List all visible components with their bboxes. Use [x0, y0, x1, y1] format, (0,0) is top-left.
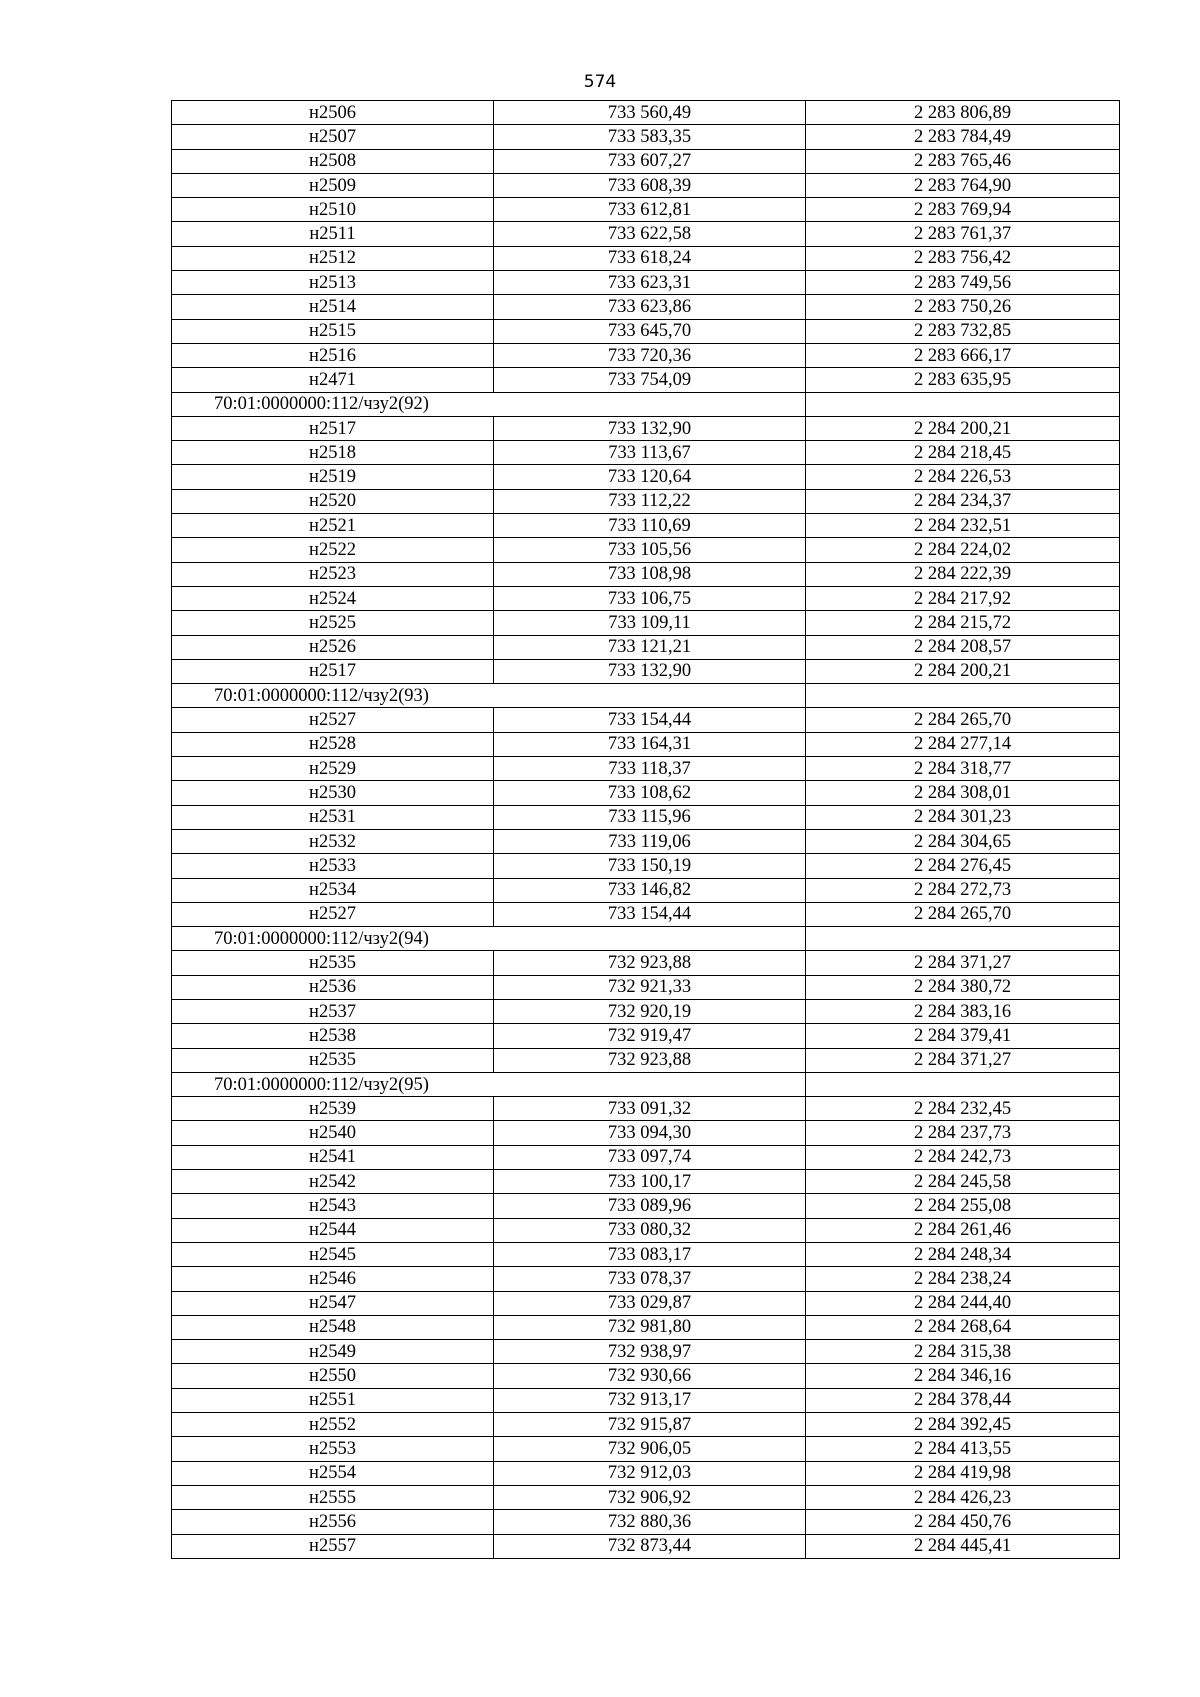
point-name-cell: н2557 [172, 1534, 494, 1558]
section-row [172, 927, 1120, 951]
x-coordinate-cell: 732 912,03 [494, 1461, 806, 1485]
point-name-cell: н2539 [172, 1097, 494, 1121]
section-label: 70:01:0000000:112/чзу2(93) [172, 684, 806, 708]
point-name-cell: н2535 [172, 1048, 494, 1072]
x-coordinate-cell: 733 618,24 [494, 246, 806, 270]
x-coordinate-cell: 733 623,31 [494, 271, 806, 295]
point-name-cell: н2545 [172, 1242, 494, 1266]
y-coordinate-cell: 2 284 217,92 [806, 586, 1120, 610]
x-coordinate-cell: 733 106,75 [494, 586, 806, 610]
y-coordinate-cell: 2 284 232,51 [806, 514, 1120, 538]
x-coordinate-cell: 733 080,32 [494, 1218, 806, 1242]
x-coordinate-cell: 733 113,67 [494, 441, 806, 465]
x-coordinate-cell: 733 110,69 [494, 514, 806, 538]
y-coordinate-cell: 2 283 732,85 [806, 319, 1120, 343]
y-coordinate-cell: 2 283 749,56 [806, 271, 1120, 295]
x-coordinate-cell: 733 645,70 [494, 319, 806, 343]
x-coordinate-cell: 733 094,30 [494, 1121, 806, 1145]
point-name-cell: н2521 [172, 514, 494, 538]
table-row [172, 1534, 1120, 1558]
point-name-cell: н2530 [172, 781, 494, 805]
y-coordinate-cell: 2 284 413,55 [806, 1437, 1120, 1461]
x-coordinate-cell: 733 109,11 [494, 611, 806, 635]
y-coordinate-cell: 2 283 761,37 [806, 222, 1120, 246]
point-name-cell: н2537 [172, 999, 494, 1023]
point-name-cell: н2544 [172, 1218, 494, 1242]
point-name-cell: н2535 [172, 951, 494, 975]
table-row [172, 441, 1120, 465]
point-name-cell: н2549 [172, 1340, 494, 1364]
table-row [172, 1024, 1120, 1048]
table-row [172, 198, 1120, 222]
y-coordinate-cell: 2 283 635,95 [806, 368, 1120, 392]
point-name-cell: н2550 [172, 1364, 494, 1388]
x-coordinate-cell: 733 146,82 [494, 878, 806, 902]
point-name-cell: н2518 [172, 441, 494, 465]
y-coordinate-cell: 2 284 301,23 [806, 805, 1120, 829]
y-coordinate-cell: 2 284 218,45 [806, 441, 1120, 465]
y-coordinate-cell: 2 284 245,58 [806, 1170, 1120, 1194]
table-row [172, 1194, 1120, 1218]
x-coordinate-cell: 732 981,80 [494, 1315, 806, 1339]
x-coordinate-cell: 732 906,05 [494, 1437, 806, 1461]
x-coordinate-cell: 732 880,36 [494, 1510, 806, 1534]
coordinates-table-body [172, 101, 1120, 1559]
x-coordinate-cell: 733 607,27 [494, 149, 806, 173]
x-coordinate-cell: 733 112,22 [494, 489, 806, 513]
point-name-cell: н2515 [172, 319, 494, 343]
point-name-cell: н2532 [172, 829, 494, 853]
y-coordinate-cell: 2 284 304,65 [806, 829, 1120, 853]
table-row [172, 781, 1120, 805]
y-coordinate-cell: 2 284 445,41 [806, 1534, 1120, 1558]
y-coordinate-cell: 2 284 200,21 [806, 659, 1120, 683]
y-coordinate-cell: 2 284 261,46 [806, 1218, 1120, 1242]
y-coordinate-cell: 2 284 272,73 [806, 878, 1120, 902]
point-name-cell: н2547 [172, 1291, 494, 1315]
section-label: 70:01:0000000:112/чзу2(92) [172, 392, 806, 416]
y-coordinate-cell: 2 283 765,46 [806, 149, 1120, 173]
table-row [172, 222, 1120, 246]
table-row [172, 1048, 1120, 1072]
x-coordinate-cell: 733 120,64 [494, 465, 806, 489]
y-coordinate-cell: 2 284 244,40 [806, 1291, 1120, 1315]
y-coordinate-cell: 2 284 346,16 [806, 1364, 1120, 1388]
y-coordinate-cell: 2 284 318,77 [806, 757, 1120, 781]
table-row [172, 271, 1120, 295]
point-name-cell: н2506 [172, 101, 494, 125]
x-coordinate-cell: 733 154,44 [494, 902, 806, 926]
y-coordinate-cell: 2 284 237,73 [806, 1121, 1120, 1145]
table-row [172, 562, 1120, 586]
section-row [172, 1072, 1120, 1096]
table-row [172, 1315, 1120, 1339]
y-coordinate-cell: 2 284 226,53 [806, 465, 1120, 489]
x-coordinate-cell: 732 921,33 [494, 975, 806, 999]
x-coordinate-cell: 733 623,86 [494, 295, 806, 319]
point-name-cell: н2509 [172, 173, 494, 197]
x-coordinate-cell: 733 105,56 [494, 538, 806, 562]
table-row [172, 1097, 1120, 1121]
x-coordinate-cell: 733 612,81 [494, 198, 806, 222]
y-coordinate-cell: 2 284 392,45 [806, 1413, 1120, 1437]
y-coordinate-cell: 2 284 380,72 [806, 975, 1120, 999]
point-name-cell: н2551 [172, 1388, 494, 1412]
point-name-cell: н2536 [172, 975, 494, 999]
empty-cell [806, 684, 1120, 708]
y-coordinate-cell: 2 284 265,70 [806, 708, 1120, 732]
x-coordinate-cell: 732 923,88 [494, 951, 806, 975]
y-coordinate-cell: 2 284 265,70 [806, 902, 1120, 926]
table-row [172, 343, 1120, 367]
y-coordinate-cell: 2 283 784,49 [806, 125, 1120, 149]
table-row [172, 805, 1120, 829]
x-coordinate-cell: 733 622,58 [494, 222, 806, 246]
x-coordinate-cell: 733 097,74 [494, 1145, 806, 1169]
x-coordinate-cell: 733 132,90 [494, 416, 806, 440]
empty-cell [806, 927, 1120, 951]
point-name-cell: н2514 [172, 295, 494, 319]
empty-cell [806, 1072, 1120, 1096]
x-coordinate-cell: 733 583,35 [494, 125, 806, 149]
y-coordinate-cell: 2 284 234,37 [806, 489, 1120, 513]
point-name-cell: н2553 [172, 1437, 494, 1461]
x-coordinate-cell: 733 150,19 [494, 854, 806, 878]
point-name-cell: н2554 [172, 1461, 494, 1485]
y-coordinate-cell: 2 283 750,26 [806, 295, 1120, 319]
y-coordinate-cell: 2 283 756,42 [806, 246, 1120, 270]
x-coordinate-cell: 732 923,88 [494, 1048, 806, 1072]
x-coordinate-cell: 733 121,21 [494, 635, 806, 659]
table-row [172, 319, 1120, 343]
x-coordinate-cell: 732 919,47 [494, 1024, 806, 1048]
point-name-cell: н2548 [172, 1315, 494, 1339]
x-coordinate-cell: 733 089,96 [494, 1194, 806, 1218]
point-name-cell: н2522 [172, 538, 494, 562]
y-coordinate-cell: 2 283 806,89 [806, 101, 1120, 125]
point-name-cell: н2512 [172, 246, 494, 270]
x-coordinate-cell: 733 029,87 [494, 1291, 806, 1315]
point-name-cell: н2542 [172, 1170, 494, 1194]
x-coordinate-cell: 732 920,19 [494, 999, 806, 1023]
table-row [172, 757, 1120, 781]
table-row [172, 1340, 1120, 1364]
page-number: 574 [583, 72, 617, 92]
table-row [172, 659, 1120, 683]
point-name-cell: н2541 [172, 1145, 494, 1169]
table-row [172, 854, 1120, 878]
point-name-cell: н2517 [172, 416, 494, 440]
table-row [172, 1218, 1120, 1242]
point-name-cell: н2520 [172, 489, 494, 513]
point-name-cell: н2546 [172, 1267, 494, 1291]
point-name-cell: н2555 [172, 1485, 494, 1509]
table-row [172, 489, 1120, 513]
table-row [172, 635, 1120, 659]
x-coordinate-cell: 733 091,32 [494, 1097, 806, 1121]
section-row [172, 392, 1120, 416]
section-label: 70:01:0000000:112/чзу2(95) [172, 1072, 806, 1096]
table-row [172, 999, 1120, 1023]
table-row [172, 1170, 1120, 1194]
table-row [172, 1121, 1120, 1145]
table-row [172, 149, 1120, 173]
x-coordinate-cell: 733 154,44 [494, 708, 806, 732]
table-row [172, 951, 1120, 975]
y-coordinate-cell: 2 284 371,27 [806, 951, 1120, 975]
y-coordinate-cell: 2 284 222,39 [806, 562, 1120, 586]
y-coordinate-cell: 2 284 232,45 [806, 1097, 1120, 1121]
table-row [172, 1364, 1120, 1388]
x-coordinate-cell: 733 164,31 [494, 732, 806, 756]
x-coordinate-cell: 732 913,17 [494, 1388, 806, 1412]
table-row [172, 878, 1120, 902]
point-name-cell: н2510 [172, 198, 494, 222]
table-row [172, 611, 1120, 635]
x-coordinate-cell: 733 720,36 [494, 343, 806, 367]
point-name-cell: н2524 [172, 586, 494, 610]
table-row [172, 1291, 1120, 1315]
y-coordinate-cell: 2 284 450,76 [806, 1510, 1120, 1534]
x-coordinate-cell: 733 119,06 [494, 829, 806, 853]
point-name-cell: н2519 [172, 465, 494, 489]
y-coordinate-cell: 2 283 769,94 [806, 198, 1120, 222]
table-row [172, 1267, 1120, 1291]
point-name-cell: н2507 [172, 125, 494, 149]
table-row [172, 902, 1120, 926]
point-name-cell: н2523 [172, 562, 494, 586]
table-row [172, 173, 1120, 197]
table-row [172, 1413, 1120, 1437]
y-coordinate-cell: 2 284 277,14 [806, 732, 1120, 756]
point-name-cell: н2517 [172, 659, 494, 683]
table-row [172, 708, 1120, 732]
table-row [172, 975, 1120, 999]
x-coordinate-cell: 733 754,09 [494, 368, 806, 392]
x-coordinate-cell: 733 108,98 [494, 562, 806, 586]
table-row [172, 1510, 1120, 1534]
point-name-cell: н2529 [172, 757, 494, 781]
section-row [172, 684, 1120, 708]
y-coordinate-cell: 2 284 419,98 [806, 1461, 1120, 1485]
x-coordinate-cell: 733 118,37 [494, 757, 806, 781]
table-row [172, 586, 1120, 610]
y-coordinate-cell: 2 284 238,24 [806, 1267, 1120, 1291]
table-row [172, 465, 1120, 489]
table-row [172, 1242, 1120, 1266]
x-coordinate-cell: 733 100,17 [494, 1170, 806, 1194]
table-row [172, 295, 1120, 319]
point-name-cell: н2527 [172, 708, 494, 732]
y-coordinate-cell: 2 284 224,02 [806, 538, 1120, 562]
point-name-cell: н2516 [172, 343, 494, 367]
empty-cell [806, 392, 1120, 416]
y-coordinate-cell: 2 283 666,17 [806, 343, 1120, 367]
coordinates-table [171, 100, 1120, 1559]
y-coordinate-cell: 2 284 208,57 [806, 635, 1120, 659]
point-name-cell: н2552 [172, 1413, 494, 1437]
point-name-cell: н2525 [172, 611, 494, 635]
y-coordinate-cell: 2 283 764,90 [806, 173, 1120, 197]
point-name-cell: н2513 [172, 271, 494, 295]
point-name-cell: н2556 [172, 1510, 494, 1534]
section-label: 70:01:0000000:112/чзу2(94) [172, 927, 806, 951]
table-row [172, 125, 1120, 149]
x-coordinate-cell: 732 873,44 [494, 1534, 806, 1558]
point-name-cell: н2511 [172, 222, 494, 246]
point-name-cell: н2508 [172, 149, 494, 173]
y-coordinate-cell: 2 284 378,44 [806, 1388, 1120, 1412]
table-row [172, 101, 1120, 125]
y-coordinate-cell: 2 284 215,72 [806, 611, 1120, 635]
point-name-cell: н2526 [172, 635, 494, 659]
table-row [172, 1485, 1120, 1509]
table-row [172, 538, 1120, 562]
x-coordinate-cell: 733 078,37 [494, 1267, 806, 1291]
x-coordinate-cell: 733 083,17 [494, 1242, 806, 1266]
table-row [172, 368, 1120, 392]
y-coordinate-cell: 2 284 268,64 [806, 1315, 1120, 1339]
y-coordinate-cell: 2 284 242,73 [806, 1145, 1120, 1169]
point-name-cell: н2538 [172, 1024, 494, 1048]
y-coordinate-cell: 2 284 379,41 [806, 1024, 1120, 1048]
table-row [172, 732, 1120, 756]
x-coordinate-cell: 733 132,90 [494, 659, 806, 683]
table-row [172, 1461, 1120, 1485]
point-name-cell: н2540 [172, 1121, 494, 1145]
table-row [172, 514, 1120, 538]
point-name-cell: н2533 [172, 854, 494, 878]
y-coordinate-cell: 2 284 315,38 [806, 1340, 1120, 1364]
x-coordinate-cell: 732 938,97 [494, 1340, 806, 1364]
x-coordinate-cell: 732 930,66 [494, 1364, 806, 1388]
y-coordinate-cell: 2 284 200,21 [806, 416, 1120, 440]
table-row [172, 1437, 1120, 1461]
y-coordinate-cell: 2 284 276,45 [806, 854, 1120, 878]
point-name-cell: н2527 [172, 902, 494, 926]
y-coordinate-cell: 2 284 383,16 [806, 999, 1120, 1023]
point-name-cell: н2471 [172, 368, 494, 392]
point-name-cell: н2534 [172, 878, 494, 902]
x-coordinate-cell: 733 608,39 [494, 173, 806, 197]
y-coordinate-cell: 2 284 371,27 [806, 1048, 1120, 1072]
table-row [172, 246, 1120, 270]
point-name-cell: н2531 [172, 805, 494, 829]
y-coordinate-cell: 2 284 248,34 [806, 1242, 1120, 1266]
point-name-cell: н2543 [172, 1194, 494, 1218]
y-coordinate-cell: 2 284 308,01 [806, 781, 1120, 805]
x-coordinate-cell: 733 560,49 [494, 101, 806, 125]
x-coordinate-cell: 733 115,96 [494, 805, 806, 829]
x-coordinate-cell: 732 906,92 [494, 1485, 806, 1509]
point-name-cell: н2528 [172, 732, 494, 756]
y-coordinate-cell: 2 284 255,08 [806, 1194, 1120, 1218]
table-row [172, 829, 1120, 853]
table-row [172, 1145, 1120, 1169]
table-row [172, 1388, 1120, 1412]
y-coordinate-cell: 2 284 426,23 [806, 1485, 1120, 1509]
x-coordinate-cell: 732 915,87 [494, 1413, 806, 1437]
x-coordinate-cell: 733 108,62 [494, 781, 806, 805]
table-row [172, 416, 1120, 440]
